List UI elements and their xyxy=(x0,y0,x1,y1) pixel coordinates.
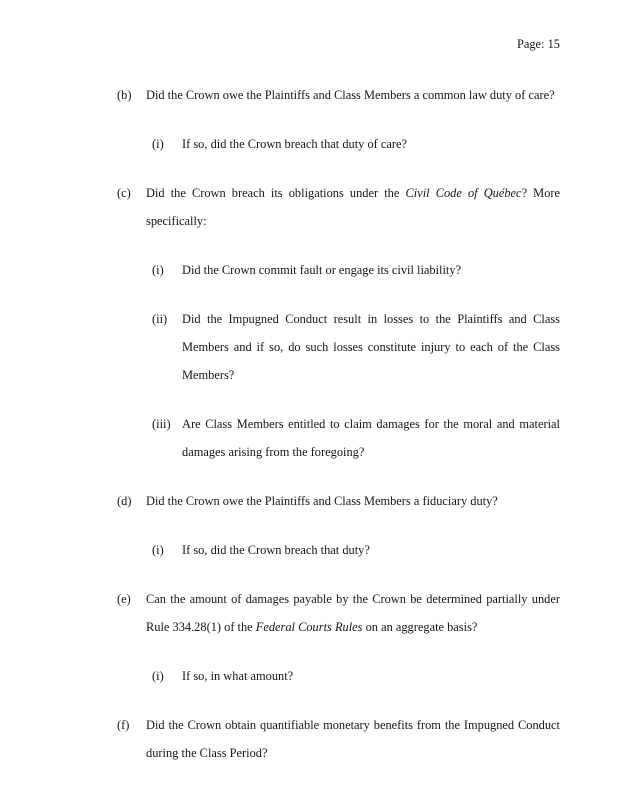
item-text xyxy=(182,662,560,690)
text-segment: If so, in what amount? xyxy=(182,669,294,683)
item-text xyxy=(182,536,560,564)
item-label: (c) xyxy=(117,186,131,200)
sub-question-e-i xyxy=(0,662,623,690)
item-text xyxy=(182,305,560,389)
question-item-b xyxy=(0,81,623,109)
item-label: (b) xyxy=(117,88,132,102)
sub-question-c-i xyxy=(0,256,623,284)
item-label: (i) xyxy=(152,543,164,557)
text-segment: Did the Crown obtain quantifiable monetary benefits from the Impugned Conduct during the Class Period? xyxy=(146,718,560,760)
text-segment: on an aggregate basis? xyxy=(362,620,478,634)
sub-question-c-ii xyxy=(0,305,623,389)
question-item-e xyxy=(0,585,623,641)
item-text xyxy=(182,256,560,284)
item-text xyxy=(146,179,560,235)
item-label: (i) xyxy=(152,669,164,683)
text-segment: Did the Crown breach its obligations under the xyxy=(146,186,406,200)
item-label: (f) xyxy=(117,718,130,732)
text-segment: Can the amount of damages payable by the Crown be determined partially under Rule 334.28(1) of the xyxy=(146,592,560,634)
item-text xyxy=(146,487,560,515)
sub-question-b-i xyxy=(0,130,623,158)
item-text xyxy=(146,711,560,767)
text-segment: If so, did the Crown breach that duty? xyxy=(182,543,370,557)
text-segment: Did the Crown owe the Plaintiffs and Class Members a fiduciary duty? xyxy=(146,494,498,508)
item-label: (ii) xyxy=(152,312,168,326)
item-text xyxy=(146,585,560,641)
sub-question-c-iii xyxy=(0,410,623,466)
text-segment: ? More specifically: xyxy=(146,186,561,228)
question-item-c xyxy=(0,179,623,235)
item-label: (i) xyxy=(152,263,164,277)
citation-civil-code-of-quebec: Civil Code of Québec xyxy=(405,186,522,200)
text-segment: If so, did the Crown breach that duty of care? xyxy=(182,137,408,151)
question-item-f xyxy=(0,711,623,767)
sub-question-d-i xyxy=(0,536,623,564)
text-segment: Are Class Members entitled to claim damages for the moral and material damages arising from the foregoing? xyxy=(182,417,560,459)
item-label: (iii) xyxy=(152,417,171,431)
item-text xyxy=(182,410,560,466)
question-item-d xyxy=(0,487,623,515)
item-text xyxy=(146,81,560,109)
item-label: (e) xyxy=(117,592,131,606)
item-label: (d) xyxy=(117,494,132,508)
item-label: (i) xyxy=(152,137,164,151)
item-text xyxy=(182,130,560,158)
citation-federal-courts-rules: Federal Courts Rules xyxy=(255,620,363,634)
text-segment: Did the Crown owe the Plaintiffs and Class Members a common law duty of care? xyxy=(146,88,555,102)
text-segment: Did the Crown commit fault or engage its civil liability? xyxy=(182,263,462,277)
page-number: Page: 15 xyxy=(516,37,560,51)
text-segment: Did the Impugned Conduct result in losses to the Plaintiffs and Class Members and if so, do such losses constitute injury to each of the Class Members? xyxy=(182,312,560,382)
